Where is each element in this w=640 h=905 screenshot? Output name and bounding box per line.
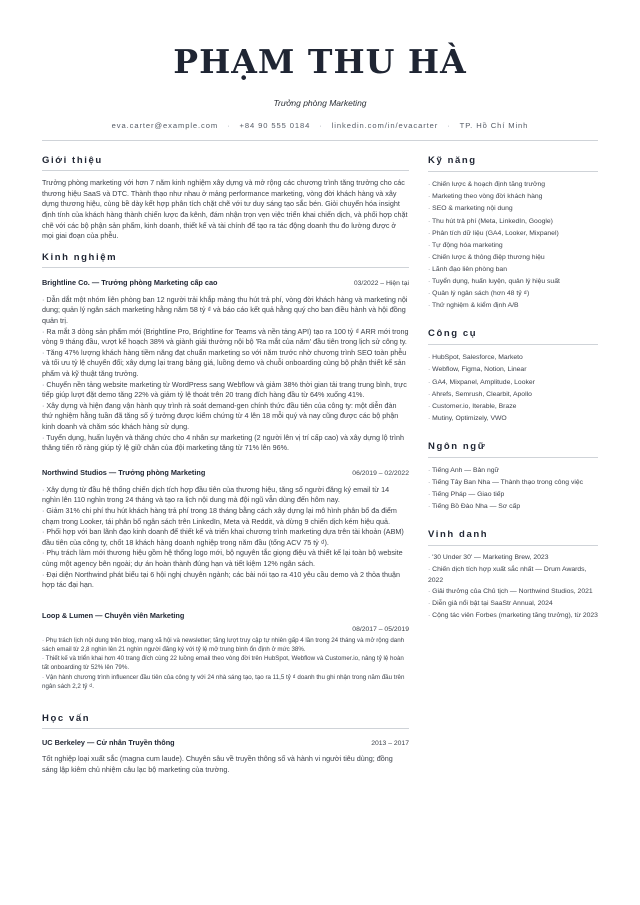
contact-phone[interactable]: +84 90 555 0184: [239, 121, 311, 131]
job-title: Loop & Lumen — Chuyên viên Marketing: [42, 610, 185, 620]
separator-dot: ·: [319, 121, 323, 131]
list-item: · Tuyển dụng, huấn luyện, quản lý hiệu suất: [428, 276, 598, 288]
list-item: · Dẫn dắt một nhóm liên phòng ban 12 người trải khắp mảng thu hút trả phí, vòng đời khách hàng và marketing nội dung; quản lý ngân sách marketing hằng năm 58 tỷ ₫ và báo cáo kết quả hằng quý cho ban điều hành và hội đồng quản trị.: [42, 295, 409, 327]
job-title: Brightline Co. — Trưởng phòng Marketing cấp cao: [42, 277, 218, 287]
list-item: · Thiết kế và triển khai hơn 40 trang đích cùng 22 luồng email theo vòng đời trên HubSpot, Webflow và Customer.io, nâng tỷ lệ hoàn tất onboarding từ 52% lên 79%.: [42, 654, 409, 672]
main-column: [42, 155, 409, 775]
job-date: 06/2019 – 02/2022: [352, 469, 409, 477]
list-item: · Phối hợp với ban lãnh đạo kinh doanh để thiết kế và triển khai chương trình marketing dựa trên tài khoản (ABM) đầu tiên của công ty, chốt 18 khách hàng doanh nghiệp trong năm đầu (tổng ACV 75 tỷ ₫).: [42, 527, 409, 548]
languages-section: [428, 441, 598, 513]
contact-location: TP. Hồ Chí Minh: [459, 121, 529, 131]
contact-line: [42, 121, 598, 130]
list-item: · Phụ trách làm mới thương hiệu gồm hệ thống logo mới, bộ nguyên tắc giọng điệu và thiết kế lại toàn bộ website cùng một agency bên ngoài; dự án hoàn thành đúng hạn và tiết kiệm 12% ngân sách.: [42, 548, 409, 569]
contact-linkedin[interactable]: linkedin.com/in/evacarter: [331, 121, 439, 131]
list-item: · Chiến dịch tích hợp xuất sắc nhất — Drum Awards, 2022: [428, 565, 598, 586]
header-divider: [42, 140, 598, 141]
awards-list: [428, 553, 598, 621]
list-item: · Thử nghiệm & kiểm định A/B: [428, 300, 598, 312]
list-item: · Tiếng Tây Ban Nha — Thành thạo trong công việc: [428, 477, 598, 489]
list-item: · Tuyển dụng, huấn luyện và thăng chức cho 4 nhân sự marketing (2 người lên vị trí cấp cao) và xây dựng lộ trình thăng tiến rõ ràng giúp tỷ lệ giữ chân của đội marketing tăng từ 71% lên 96%.: [42, 433, 409, 454]
job-bullets: [42, 295, 409, 454]
skills-section: [428, 155, 598, 312]
contact-email[interactable]: eva.carter@example.com: [111, 121, 219, 131]
list-item: · Tự động hóa marketing: [428, 240, 598, 252]
separator-dot: ·: [447, 121, 451, 131]
sidebar-column: [428, 155, 598, 775]
awards-section: [428, 529, 598, 621]
list-item: · Webflow, Figma, Notion, Linear: [428, 364, 598, 376]
list-item: · Quản lý ngân sách (hơn 48 tỷ ₫): [428, 288, 598, 300]
tools-section: [428, 328, 598, 425]
list-item: · Marketing theo vòng đời khách hàng: [428, 191, 598, 203]
list-item: · Tăng 47% lượng khách hàng tiềm năng đạt chuẩn marketing so với năm trước nhờ chương trình SEO toàn phễu và tối ưu tỷ lệ chuyển đổi; xây dựng lại trang bảng giá, luồng demo và chuỗi onboarding cùng bộ phận thiết kế sản phẩm và kỹ thuật tăng trưởng.: [42, 348, 409, 380]
list-item: · Chiến lược & hoạch định tăng trưởng: [428, 179, 598, 191]
list-item: · Tiếng Anh — Bản ngữ: [428, 465, 598, 477]
list-item: · Ahrefs, Semrush, Clearbit, Apollo: [428, 389, 598, 401]
section-title: Kinh nghiệm: [42, 252, 409, 268]
list-item: · Ra mắt 3 dòng sản phẩm mới (Brightline Pro, Brightline for Teams và nền tảng API) tạo ra 100 tỷ ₫ ARR mới trong vòng 9 tháng đầu, vượt kế hoạch 38% và giành giải thưởng nội bộ 'Ra mắt của năm' đầu tiên trong lịch sử công ty.: [42, 327, 409, 348]
list-item: · HubSpot, Salesforce, Marketo: [428, 352, 598, 364]
candidate-role: Trưởng phòng Marketing: [273, 98, 367, 109]
list-item: · Phụ trách lịch nội dung trên blog, mạng xã hội và newsletter; tăng lượt truy cập tự nhiên gấp 4 lần trong 24 tháng và mở rộng danh sách email từ 2,8 nghìn lên 21 nghìn người đăng ký với tỷ lệ mở trung bình ổn định ở mức 38%.: [42, 636, 409, 654]
list-item: · Xây dựng từ đầu hệ thống chiến dịch tích hợp đầu tiên của thương hiệu, tăng số người đăng ký email từ 14 nghìn lên 110 nghìn trong 24 tháng và tạo ra lịch nội dung mà đội ngũ vẫn dùng đến hôm nay.: [42, 485, 409, 506]
section-title: Vinh danh: [428, 529, 598, 546]
job-header: [42, 611, 409, 620]
job-header: [42, 278, 409, 287]
list-item: · Giải thưởng của Chủ tịch — Northwind Studios, 2021: [428, 587, 598, 597]
list-item: · '30 Under 30' — Marketing Brew, 2023: [428, 553, 598, 563]
list-item: · Đại diện Northwind phát biểu tại 6 hội nghị chuyên ngành; các bài nói tạo ra 410 yêu cầu demo và 2 thỏa thuận hợp tác đại hạn.: [42, 570, 409, 591]
list-item: · Phân tích dữ liệu (GA4, Looker, Mixpanel): [428, 228, 598, 240]
education-text: Tốt nghiệp loại xuất sắc (magna cum laude). Chuyên sâu về truyền thông số và hành vi người tiêu dùng; đồng sáng lập kiêm chủ nhiệm câu lạc bộ marketing của trường.: [42, 753, 393, 774]
list-item: · Chuyển nền tảng website marketing từ WordPress sang Webflow và giảm 38% thời gian tải trang trung bình, trực tiếp giúp lượt đặt demo tăng 22% và giảm tỷ lệ thoát trên 20 trang đích hàng đầu từ 64% xuống 41%.: [42, 380, 409, 401]
list-item: · Tiếng Bồ Đào Nha — Sơ cấp: [428, 501, 598, 513]
list-item: · Cộng tác viên Forbes (marketing tăng trưởng), từ 2023: [428, 611, 598, 621]
section-title: Giới thiệu: [42, 155, 409, 171]
section-title: Kỹ năng: [428, 155, 598, 172]
summary-section: [42, 155, 409, 242]
list-item: · Xây dựng và hiện đang vận hành quy trình rà soát demand-gen chính thức đầu tiên của công ty: một diễn đàn thứ nghiệm hằng tuần đã tăng số ý tưởng được kiểm chứng từ 4 lên 18 mỗi quý và nay cũng được các bộ phận kinh doanh và chăm sóc khách hàng sử dụng.: [42, 401, 409, 433]
list-item: · Chiến lược & thông điệp thương hiệu: [428, 252, 598, 264]
tools-list: [428, 352, 598, 425]
section-title: Ngôn ngữ: [428, 441, 598, 458]
list-item: · GA4, Mixpanel, Amplitude, Looker: [428, 377, 598, 389]
list-item: · SEO & marketing nội dung: [428, 203, 598, 215]
section-title: Công cụ: [428, 328, 598, 345]
list-item: · Vận hành chương trình influencer đầu tiên của công ty với 24 nhà sáng tạo, tạo ra 11,5 tỷ ₫ doanh thu ghi nhận trong năm đầu trên ngân sách 2,2 tỷ ₫.: [42, 673, 409, 691]
list-item: · Giảm 31% chi phí thu hút khách hàng trả phí trong 18 tháng bằng cách xây dựng lại mô hình phân bổ đa điểm chạm trong Looker, tái phân bổ ngân sách trên LinkedIn, Meta và Reddit, và dừng 9 chiến dịch kém hiệu quả.: [42, 506, 409, 527]
list-item: · Diễn giả nổi bật tại SaaStr Annual, 2024: [428, 599, 598, 609]
list-item: · Customer.io, Iterable, Braze: [428, 401, 598, 413]
job-bullets: [42, 636, 409, 691]
job-bullets: [42, 485, 409, 591]
list-item: · Lãnh đạo liên phòng ban: [428, 264, 598, 276]
job-entry-brightline: [42, 278, 409, 454]
resume-header: [42, 0, 598, 141]
job-entry-loop-lumen: [42, 611, 409, 691]
languages-list: [428, 465, 598, 513]
education-header: [42, 738, 409, 747]
job-date: 08/2017 – 05/2019: [352, 625, 409, 633]
job-header: [42, 468, 409, 477]
candidate-name: PHẠM THU HÀ: [173, 42, 467, 81]
degree-title: UC Berkeley — Cử nhân Truyền thông: [42, 737, 175, 747]
education-date: 2013 – 2017: [371, 739, 409, 747]
job-title: Northwind Studios — Trưởng phòng Marketing: [42, 467, 206, 477]
experience-section: [42, 252, 409, 691]
skills-list: [428, 179, 598, 312]
list-item: · Mutiny, Optimizely, VWO: [428, 413, 598, 425]
two-column-body: [42, 155, 598, 775]
summary-text: Trưởng phòng marketing với hơn 7 năm kinh nghiệm xây dựng và mở rộng các chương trình tăng trưởng cho các thương hiệu SaaS và DTC. Thành thạo như nhau ở mảng performance marketing, vòng đời khách hàng và xây dựng thương hiệu, cùng bề dày kết hợp phân tích chặt chẽ với tư duy sáng tạo sắc bén. Giỏi chuyển hóa insight định tính của khách hàng thành chiến lược đa kênh, đám nhận trọn vẹn việc triển khai chiến dịch, và phối hợp chặt chẽ với các bộ phận sản phẩm, kinh doanh, thiết kế và tài chính để tạo ra tác động doanh thu đo lường được ở mọi giai đoạn của phễu.: [42, 178, 408, 241]
job-date: 03/2022 – Hiện tại: [353, 279, 409, 287]
section-title: Học vấn: [42, 713, 409, 729]
list-item: · Tiếng Pháp — Giao tiếp: [428, 489, 598, 501]
education-section: [42, 713, 409, 775]
separator-dot: ·: [227, 121, 231, 131]
job-entry-northwind: [42, 468, 409, 591]
list-item: · Thu hút trả phí (Meta, LinkedIn, Google): [428, 216, 598, 228]
